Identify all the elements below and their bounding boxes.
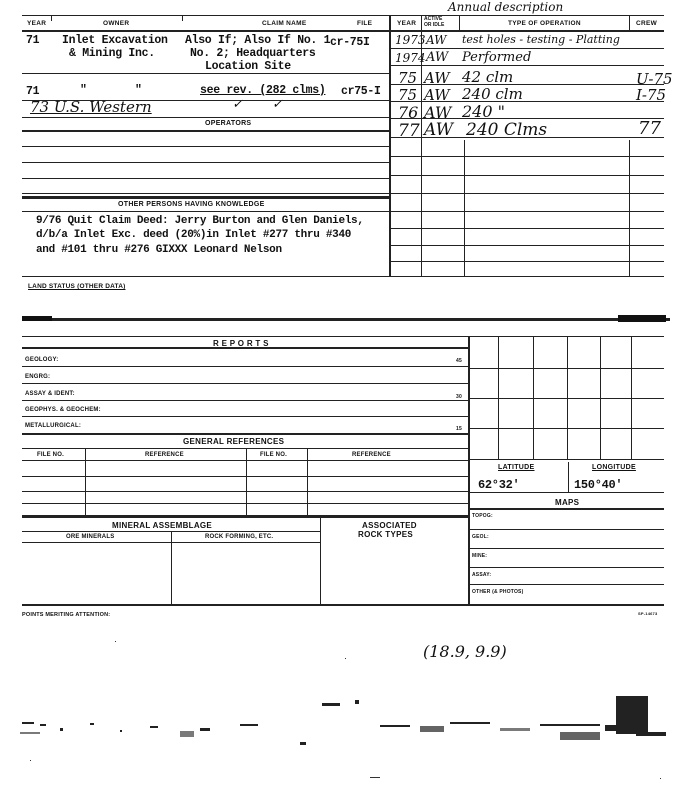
knowledge-label: OTHER PERSONS HAVING KNOWLEDGE	[118, 201, 265, 208]
knowledge-line-3: and #101 thru #276 GIXXX Leonard Nelson	[36, 244, 282, 256]
land-status-label: LAND STATUS (OTHER DATA)	[28, 283, 126, 290]
report-geophys: GEOPHYS. & GEOCHEM:	[25, 407, 101, 413]
op-6-year: 77	[398, 121, 420, 141]
owner-row-1-claim: Also If; Also If No. 1	[185, 34, 331, 47]
op-4-year: 75	[398, 86, 418, 104]
latitude-value: 62°32'	[478, 478, 520, 492]
op-4-status: AW	[424, 86, 450, 104]
assoc-rock-1: ASSOCIATED	[362, 521, 417, 530]
maps-mine: MINE:	[472, 553, 488, 559]
op-6-desc: 240 Clms	[466, 120, 548, 140]
op-3-year: 75	[398, 69, 418, 87]
header-year-2: YEAR	[397, 20, 417, 27]
header-active-or-idle: ACTIVE OR IDLE	[424, 16, 445, 28]
general-refs-col-reference: REFERENCE	[145, 452, 184, 458]
maps-title: MAPS	[555, 498, 580, 507]
maps-geol: GEOL:	[472, 534, 489, 540]
op-2-status: AW	[426, 50, 449, 65]
op-1-status: AW	[426, 33, 447, 47]
handwritten-note: (18.9, 9.9)	[423, 642, 507, 661]
op-6-status: AW	[424, 120, 454, 140]
op-5-status: AW	[424, 103, 452, 122]
op-2-year: 1974	[395, 51, 426, 65]
scan-blot-left	[22, 316, 52, 321]
op-5-desc: 240 "	[462, 102, 505, 121]
general-refs-col-file-no: FILE NO.	[37, 452, 64, 458]
scan-blot-right	[618, 315, 666, 322]
owner-row-4-year: 71	[26, 85, 40, 98]
form-number: SP-14673	[638, 611, 658, 616]
owner-row-1-file: cr-75I	[330, 36, 370, 49]
knowledge-line-1: 9/76 Quit Claim Deed: Jerry Burton and Glen Daniels,	[36, 215, 364, 227]
report-assay: ASSAY & IDENT:	[25, 391, 75, 397]
op-5-year: 76	[398, 103, 419, 122]
op-3-desc: 42 clm	[462, 68, 514, 86]
report-geology: GEOLOGY:	[25, 357, 59, 363]
owner-row-1-year: 71	[26, 34, 40, 47]
header-type-of-operation: TYPE OF OPERATION	[508, 20, 581, 27]
owner-row-2-owner: & Mining Inc.	[69, 47, 155, 60]
top-handwriting: Annual description	[448, 0, 564, 14]
longitude-label: LONGITUDE	[592, 464, 636, 471]
owner-row-4-owner: "	[80, 84, 87, 97]
header-year: YEAR	[27, 20, 47, 27]
latitude-label: LATITUDE	[498, 464, 535, 471]
owner-row-1-owner: Inlet Excavation	[62, 34, 168, 47]
op-6-crew: 77	[638, 118, 661, 139]
maps-topog: TOPOG:	[472, 513, 493, 519]
assoc-rock-2: ROCK TYPES	[358, 530, 414, 539]
owner-row-4-owner-2: "	[135, 84, 142, 97]
mineral-ore: ORE MINERALS	[66, 534, 115, 540]
header-crew: CREW	[636, 20, 658, 27]
report-metallurgical: METALLURGICAL:	[25, 423, 82, 429]
header-claim-name: CLAIM NAME	[262, 20, 307, 27]
report-geology-num: 45	[456, 358, 462, 364]
reports-title: R E P O R T S	[213, 339, 269, 348]
report-engrg: ENGRG:	[25, 374, 51, 380]
owner-row-2-claim: No. 2; Headquarters	[190, 47, 316, 60]
operators-label: OPERATORS	[205, 120, 252, 127]
report-assay-num: 30	[456, 394, 462, 400]
op-2-desc: Performed	[462, 50, 532, 65]
longitude-value: 150°40'	[574, 478, 623, 492]
maps-other: OTHER (& PHOTOS)	[472, 589, 524, 595]
general-refs-col-file-no-2: FILE NO.	[260, 452, 287, 458]
op-1-year: 1973	[395, 33, 426, 47]
check-marks: ✓ ✓	[232, 97, 283, 112]
mineral-rock-forming: ROCK FORMING, ETC.	[205, 534, 274, 540]
op-3-status: AW	[424, 69, 450, 87]
mineral-title: MINERAL ASSEMBLAGE	[112, 521, 213, 530]
op-1-desc: test holes - testing - Platting	[462, 33, 620, 46]
owner-row-3-claim: Location Site	[205, 60, 291, 73]
general-refs-col-reference-2: REFERENCE	[352, 452, 391, 458]
owner-row-4-claim: see rev. (282 clms)	[200, 84, 326, 97]
knowledge-line-2: d/b/a Inlet Exc. deed (20%)in Inlet #277 thru #340	[36, 229, 352, 241]
points-meriting-attention: POINTS MERITING ATTENTION:	[22, 612, 111, 618]
owner-row-4-file: cr75-I	[341, 85, 381, 98]
report-metallurgical-num: 15	[456, 426, 462, 432]
op-4-desc: 240 clm	[462, 85, 523, 103]
scan-noise	[0, 690, 678, 760]
op-4-crew: I-75	[636, 86, 667, 104]
maps-assay: ASSAY:	[472, 572, 492, 578]
header-owner: OWNER	[103, 20, 130, 27]
owner-row-5-handwriting: 73 U.S. Western	[30, 98, 152, 116]
header-file: FILE	[357, 20, 373, 27]
general-refs-title: GENERAL REFERENCES	[183, 437, 285, 446]
op-3-crew: U-75	[636, 70, 673, 88]
